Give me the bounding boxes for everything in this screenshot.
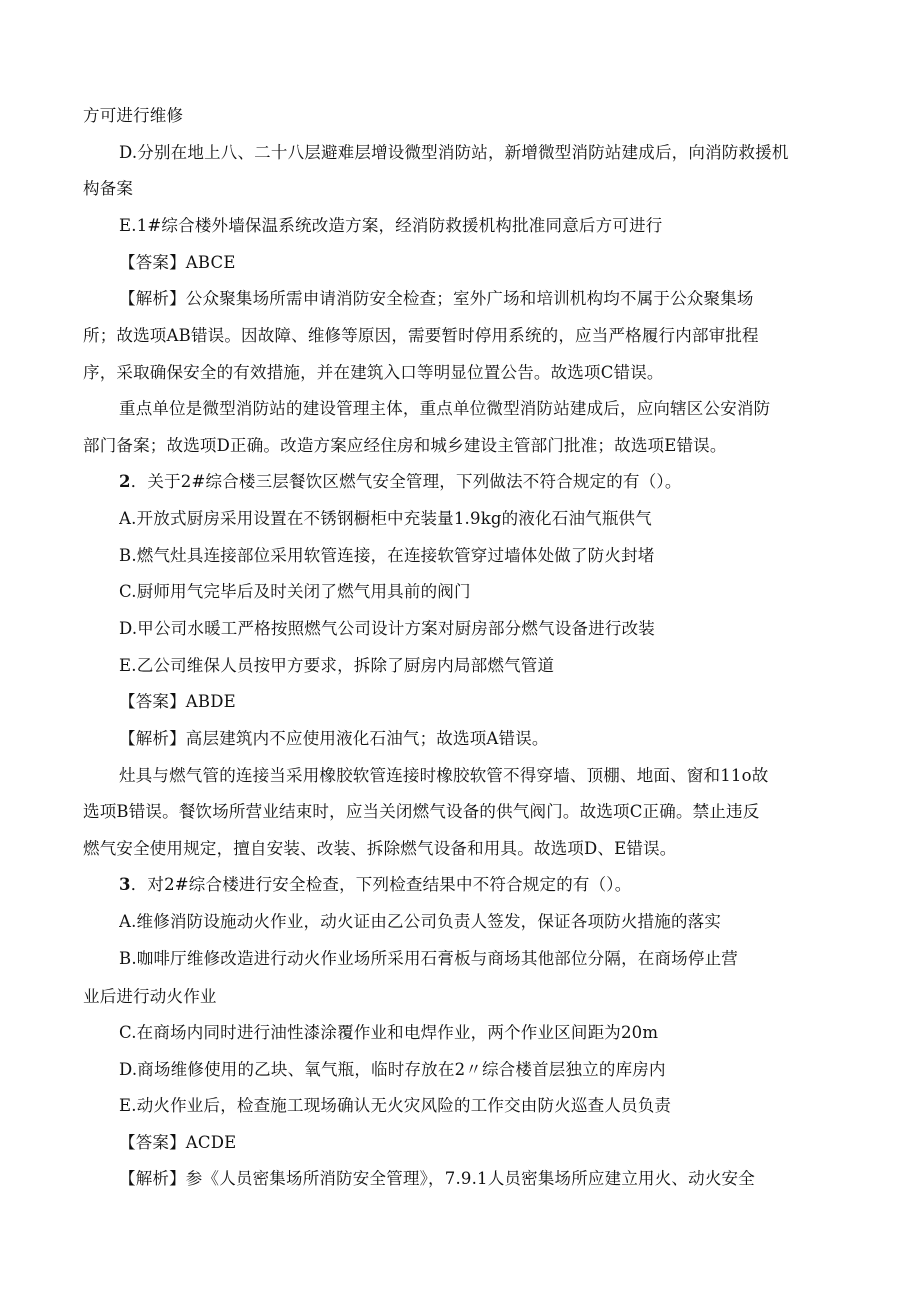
question-text: ．关于2#综合楼三层餐饮区燃气安全管理，下列做法不符合规定的有（）。	[130, 472, 682, 491]
text-line: 业后进行动火作业	[83, 987, 217, 1006]
text-line: 所；故选项AB错误。因故障、维修等原因，需要暂时停用系统的，应当严格履行内部审批程	[83, 326, 759, 345]
question-3-line	[119, 873, 843, 897]
option-c-line: C.在商场内同时进行油性漆涂覆作业和电焊作业，两个作业区间距为20m	[119, 1023, 659, 1042]
analysis-line: 【解析】公众聚集场所需申请消防安全检查；室外广场和培训机构均不属于公众聚集场	[119, 289, 754, 308]
text-line: 选项B错误。餐饮场所营业结束时，应当关闭燃气设备的供气阀门。故选项C正确。禁止违反	[83, 802, 760, 821]
text-line: 重点单位是微型消防站的建设管理主体，重点单位微型消防站建成后，应向辖区公安消防	[119, 399, 771, 418]
text-line: 构备案	[83, 179, 134, 198]
option-e-line: E.动火作业后，检查施工现场确认无火灾风险的工作交由防火巡查人员负责	[119, 1096, 672, 1115]
question-2-line	[119, 470, 843, 494]
question-text: ．对2#综合楼进行安全检查，下列检查结果中不符合规定的有（）。	[130, 875, 632, 894]
option-d-line: D.甲公司水暖工严格按照燃气公司设计方案对厨房部分燃气设备进行改装	[119, 619, 655, 638]
option-a-line: A.开放式厨房采用设置在不锈钢橱柜中充装量1.9kg的液化石油气瓶供气	[119, 509, 652, 528]
text-line: 方可进行维修	[83, 106, 184, 125]
option-e-line: E.1#综合楼外墙保温系统改造方案，经消防救援机构批准同意后方可进行	[119, 216, 663, 235]
text-line: 灶具与燃气管的连接当采用橡胶软管连接时橡胶软管不得穿墙、顶棚、地面、窗和11o故	[119, 766, 769, 785]
analysis-line: 【解析】参《人员密集场所消防安全管理》，7.9.1人员密集场所应建立用火、动火安全	[119, 1169, 755, 1188]
answer-line: 【答案】ACDE	[119, 1133, 237, 1152]
option-c-line: C.厨师用气完毕后及时关闭了燃气用具前的阀门	[119, 582, 471, 601]
text-line: 部门备案；故选项D正确。改造方案应经住房和城乡建设主管部门批准；故选项E错误。	[83, 436, 727, 455]
question-number: 2	[119, 472, 131, 491]
option-b-line: B.燃气灶具连接部位采用软管连接，在连接软管穿过墙体处做了防火封堵	[119, 546, 655, 565]
answer-line: 【答案】ABDE	[119, 692, 236, 711]
option-e-line: E.乙公司维保人员按甲方要求，拆除了厨房内局部燃气管道	[119, 656, 555, 675]
question-number: 3	[119, 875, 131, 894]
option-d-line: D.分别在地上八、二十八层避难层增设微型消防站，新增微型消防站建成后，向消防救援机	[119, 143, 789, 162]
option-a-line: A.维修消防设施动火作业，动火证由乙公司负责人签发，保证各项防火措施的落实	[119, 912, 722, 931]
text-line: 燃气安全使用规定，擅自安装、改装、拆除燃气设备和用具。故选项D、E错误。	[83, 839, 677, 858]
answer-line: 【答案】ABCE	[119, 253, 236, 272]
option-d-line: D.商场维修使用的乙块、氧气瓶，临时存放在2〃综合楼首层独立的库房内	[119, 1060, 666, 1079]
option-b-line: B.咖啡厅维修改造进行动火作业场所采用石膏板与商场其他部位分隔，在商场停止营	[119, 949, 738, 968]
analysis-line: 【解析】高层建筑内不应使用液化石油气；故选项A错误。	[119, 729, 549, 748]
text-line: 序，采取确保安全的有效措施，并在建筑入口等明显位置公告。故选项C错误。	[83, 363, 664, 382]
